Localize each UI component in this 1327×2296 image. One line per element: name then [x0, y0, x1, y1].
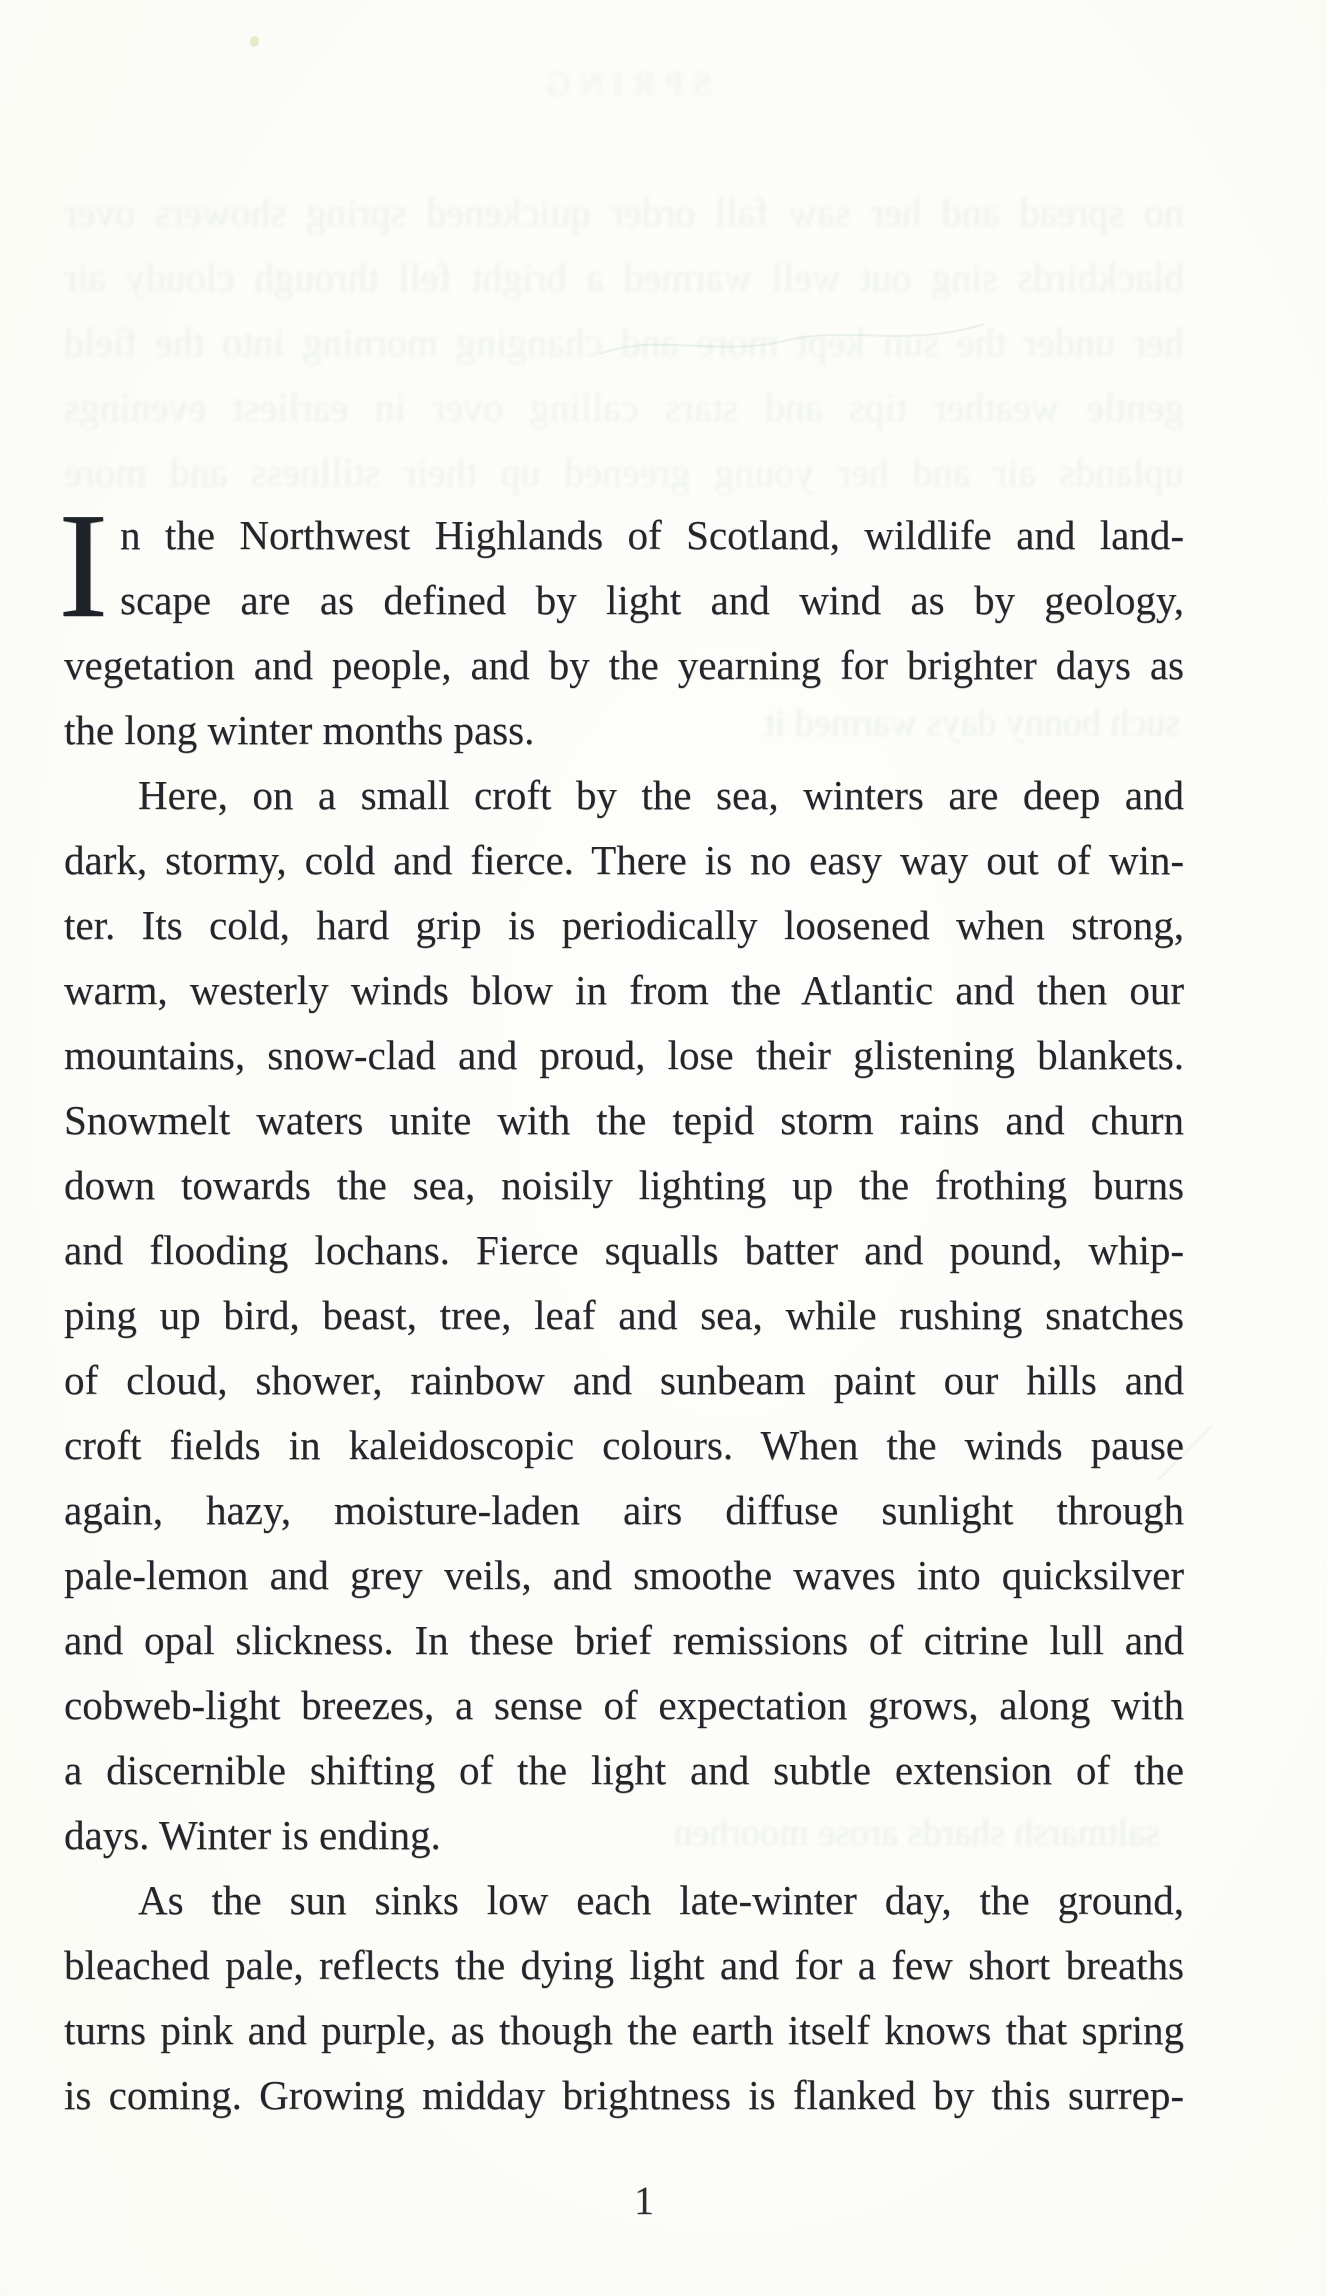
ghost-text-line: gentle weather tips and stars calling over in earliest evenings — [64, 385, 1184, 430]
text-line: and flooding lochans. Fierce squalls batter and pound, whip- — [64, 1227, 1184, 1273]
text-line: ping up bird, beast, tree, leaf and sea, while rushing snatches — [64, 1292, 1184, 1338]
page-number: 1 — [634, 2178, 654, 2223]
text-line: cobweb-light breezes, a sense of expectation grows, along with — [64, 1682, 1184, 1728]
text-line: turns pink and purple, as though the earth itself knows that spring — [64, 2007, 1184, 2053]
text-line: again, hazy, moisture-laden airs diffuse sunlight through — [64, 1487, 1184, 1533]
text-line: n the Northwest Highlands of Scotland, wildlife and land- — [120, 512, 1184, 558]
ghost-text-line: blackbirds sing out well warmed a bright fell through cloudy air — [64, 255, 1184, 300]
text-line: mountains, snow-clad and proud, lose their glistening blankets. — [64, 1032, 1184, 1078]
text-line: dark, stormy, cold and fierce. There is no easy way out of win- — [64, 837, 1184, 883]
drop-cap-letter: I — [58, 481, 109, 649]
ghost-text-fragment: saltmarsh shards arose moorhen — [673, 1812, 1160, 1854]
text-line: ter. Its cold, hard grip is periodically loosened when strong, — [64, 902, 1184, 948]
text-line: of cloud, shower, rainbow and sunbeam paint our hills and — [64, 1357, 1184, 1403]
ghost-text-line: uplands air and her young greened up their stillness and more — [64, 450, 1184, 495]
text-line: a discernible shifting of the light and subtle extension of the — [64, 1747, 1184, 1793]
ghost-text-fragment: such bonny days warmed it — [764, 702, 1180, 744]
text-line: croft fields in kaleidoscopic colours. When the winds pause — [64, 1422, 1184, 1468]
text-line: As the sun sinks low each late-winter day, the ground, — [138, 1877, 1184, 1923]
text-line: and opal slickness. In these brief remissions of citrine lull and — [64, 1617, 1184, 1663]
text-block — [64, 503, 1184, 2128]
text-line: is coming. Growing midday brightness is flanked by this surrep- — [64, 2072, 1184, 2118]
ghost-text-line: no spread and her saw fall order quickened spring showers over — [64, 190, 1184, 235]
text-line: days. Winter is ending. — [64, 1812, 441, 1858]
crease-mark — [598, 318, 988, 368]
text-line: pale-lemon and grey veils, and smoothe waves into quicksilver — [64, 1552, 1184, 1598]
text-line: vegetation and people, and by the yearning for brighter days as — [64, 642, 1184, 688]
paper-speck — [250, 36, 259, 47]
text-line: bleached pale, reflects the dying light and for a few short breaths — [64, 1942, 1184, 1988]
ghost-chapter-heading: SPRING — [536, 66, 712, 103]
ghost-text-line: her under the sun kept more and changing morning into the field — [64, 320, 1184, 365]
text-line: Here, on a small croft by the sea, winters are deep and — [138, 772, 1184, 818]
text-line: down towards the sea, noisily lighting up the frothing burns — [64, 1162, 1184, 1208]
text-line: the long winter months pass. — [64, 707, 535, 753]
text-line: Snowmelt waters unite with the tepid storm rains and churn — [64, 1097, 1184, 1143]
text-line: scape are as defined by light and wind as by geology, — [120, 577, 1184, 623]
text-line: warm, westerly winds blow in from the Atlantic and then our — [64, 967, 1184, 1013]
